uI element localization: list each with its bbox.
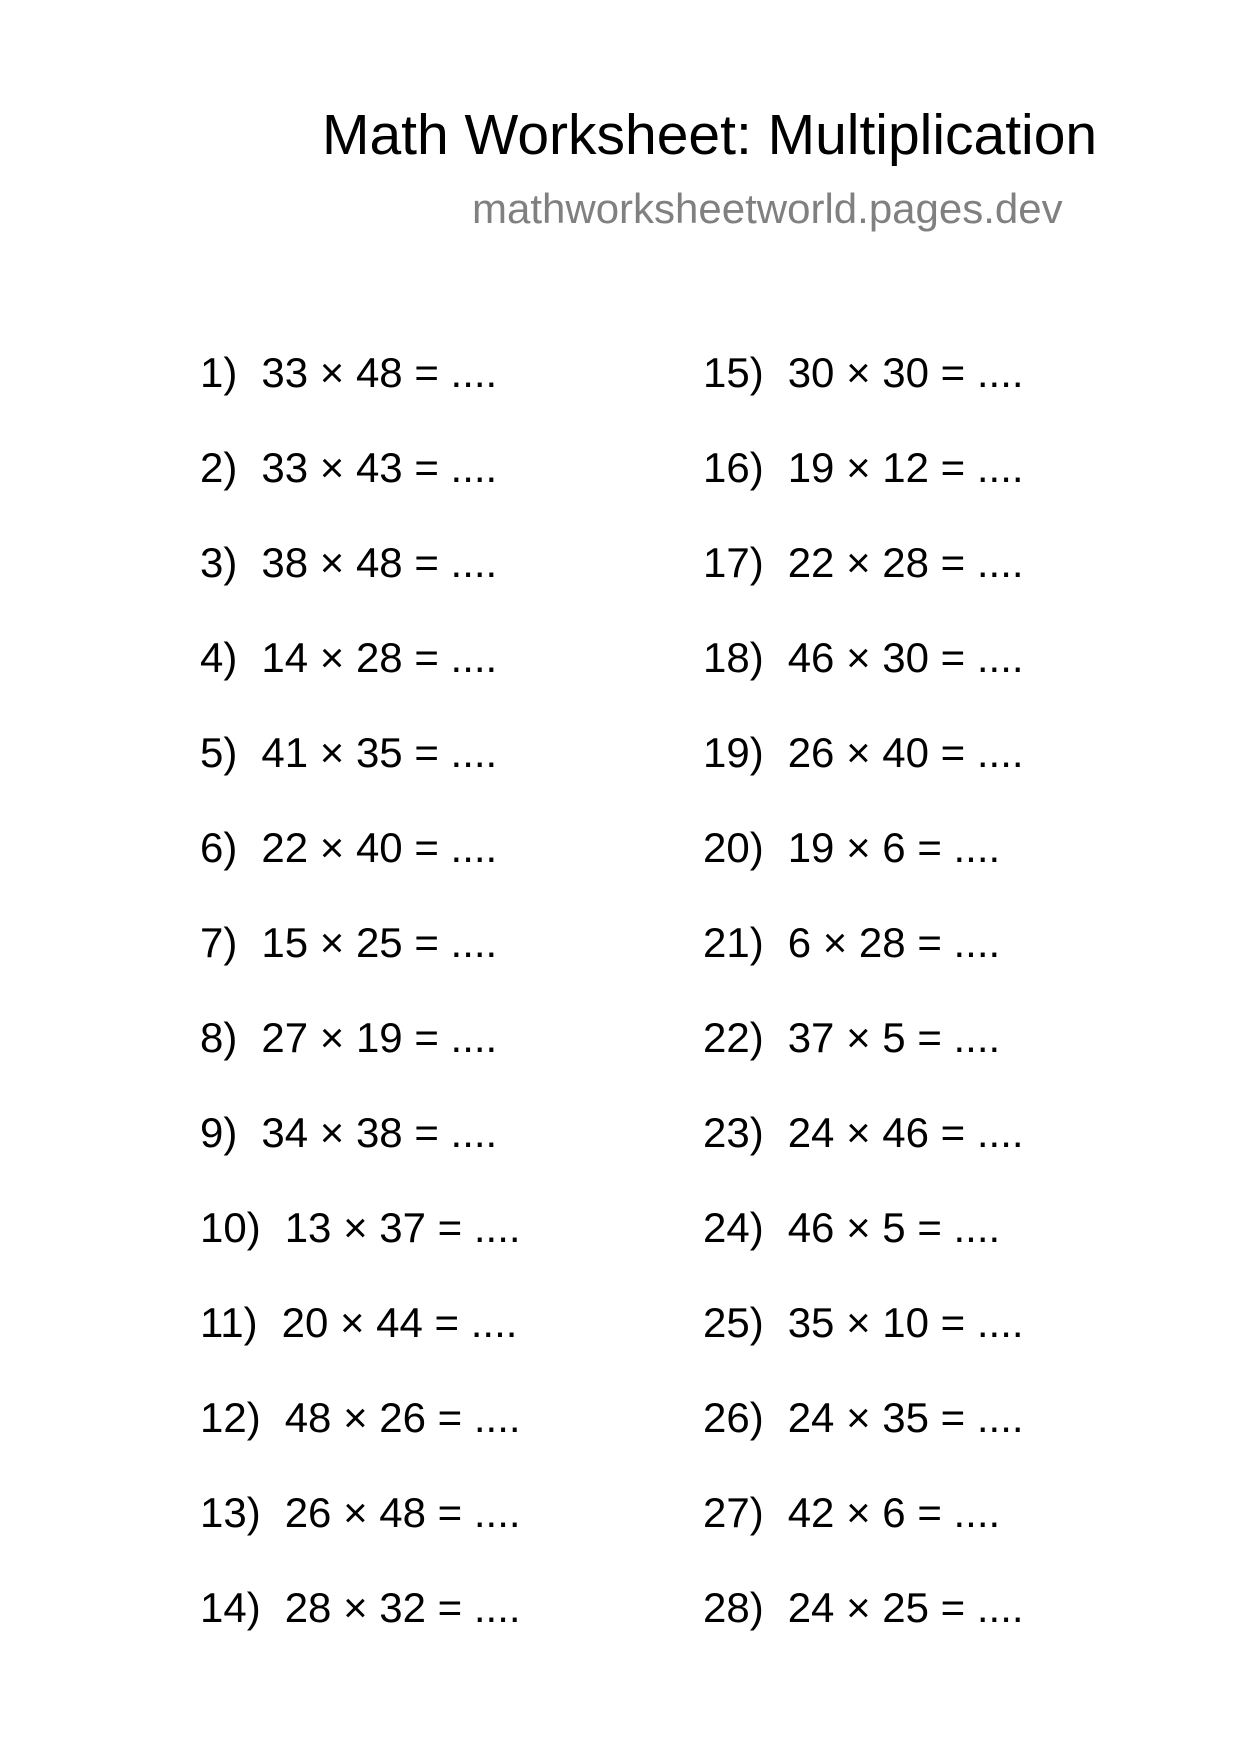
problem-number: 1): [200, 349, 238, 396]
problem-10: [200, 1203, 660, 1298]
problem-8: [200, 1013, 660, 1108]
problem-17: [703, 538, 1163, 633]
problem-expression: 33 × 48 = ....: [261, 349, 498, 396]
problem-26: [703, 1393, 1163, 1488]
problem-21: [703, 918, 1163, 1013]
problem-expression: 26 × 40 = ....: [787, 729, 1024, 776]
problem-15: [703, 348, 1163, 443]
problem-number: 6): [200, 824, 238, 871]
problem-expression: 24 × 46 = ....: [787, 1109, 1024, 1156]
problem-expression: 46 × 5 = ....: [787, 1204, 1001, 1251]
problem-expression: 34 × 38 = ....: [261, 1109, 498, 1156]
problem-expression: 19 × 6 = ....: [787, 824, 1001, 871]
problem-expression: 46 × 30 = ....: [787, 634, 1024, 681]
problem-expression: 26 × 48 = ....: [284, 1489, 521, 1536]
problem-number: 20): [703, 824, 764, 871]
problem-number: 26): [703, 1394, 764, 1441]
problem-number: 3): [200, 539, 238, 586]
problem-number: 21): [703, 919, 764, 966]
problem-11: [200, 1298, 660, 1393]
problem-14: [200, 1583, 660, 1678]
problem-25: [703, 1298, 1163, 1393]
page-title: Math Worksheet: Multiplication: [322, 103, 1098, 167]
problem-28: [703, 1583, 1163, 1678]
problem-expression: 33 × 43 = ....: [261, 444, 498, 491]
problem-3: [200, 538, 660, 633]
problem-expression: 41 × 35 = ....: [261, 729, 498, 776]
problem-7: [200, 918, 660, 1013]
problem-expression: 30 × 30 = ....: [787, 349, 1024, 396]
problem-number: 23): [703, 1109, 764, 1156]
problem-27: [703, 1488, 1163, 1583]
problem-number: 11): [200, 1299, 258, 1346]
problem-number: 8): [200, 1014, 238, 1061]
page-subtitle: mathworksheetworld.pages.dev: [472, 185, 1063, 232]
problem-number: 2): [200, 444, 238, 491]
problem-number: 15): [703, 349, 764, 396]
problem-expression: 24 × 25 = ....: [787, 1584, 1024, 1631]
problem-number: 25): [703, 1299, 764, 1346]
problem-23: [703, 1108, 1163, 1203]
problem-expression: 22 × 28 = ....: [787, 539, 1024, 586]
problem-number: 14): [200, 1584, 261, 1631]
problem-expression: 22 × 40 = ....: [261, 824, 498, 871]
problem-number: 22): [703, 1014, 764, 1061]
problem-expression: 20 × 44 = ....: [281, 1299, 518, 1346]
problem-expression: 37 × 5 = ....: [787, 1014, 1001, 1061]
problem-number: 10): [200, 1204, 261, 1251]
problem-expression: 24 × 35 = ....: [787, 1394, 1024, 1441]
problem-expression: 14 × 28 = ....: [261, 634, 498, 681]
problem-expression: 48 × 26 = ....: [284, 1394, 521, 1441]
problem-number: 9): [200, 1109, 238, 1156]
problem-expression: 27 × 19 = ....: [261, 1014, 498, 1061]
problem-column-left: [200, 348, 660, 1678]
problem-22: [703, 1013, 1163, 1108]
problem-number: 4): [200, 634, 238, 681]
problem-expression: 6 × 28 = ....: [787, 919, 1001, 966]
problem-expression: 28 × 32 = ....: [284, 1584, 521, 1631]
problem-number: 12): [200, 1394, 261, 1441]
problem-18: [703, 633, 1163, 728]
problem-1: [200, 348, 660, 443]
problem-number: 27): [703, 1489, 764, 1536]
problem-number: 28): [703, 1584, 764, 1631]
problem-expression: 42 × 6 = ....: [787, 1489, 1001, 1536]
problem-column-right: [703, 348, 1163, 1678]
problem-expression: 35 × 10 = ....: [787, 1299, 1024, 1346]
problem-6: [200, 823, 660, 918]
problem-number: 5): [200, 729, 238, 776]
problem-9: [200, 1108, 660, 1203]
problem-number: 17): [703, 539, 764, 586]
problem-number: 24): [703, 1204, 764, 1251]
problem-5: [200, 728, 660, 823]
problem-number: 13): [200, 1489, 261, 1536]
problem-number: 18): [703, 634, 764, 681]
problem-expression: 19 × 12 = ....: [787, 444, 1024, 491]
problem-4: [200, 633, 660, 728]
problem-12: [200, 1393, 660, 1488]
problem-expression: 38 × 48 = ....: [261, 539, 498, 586]
problem-number: 7): [200, 919, 238, 966]
problem-2: [200, 443, 660, 538]
problem-expression: 13 × 37 = ....: [284, 1204, 521, 1251]
problem-19: [703, 728, 1163, 823]
problem-16: [703, 443, 1163, 538]
problem-number: 19): [703, 729, 764, 776]
problem-24: [703, 1203, 1163, 1298]
problem-number: 16): [703, 444, 764, 491]
problem-13: [200, 1488, 660, 1583]
problem-expression: 15 × 25 = ....: [261, 919, 498, 966]
problem-20: [703, 823, 1163, 918]
